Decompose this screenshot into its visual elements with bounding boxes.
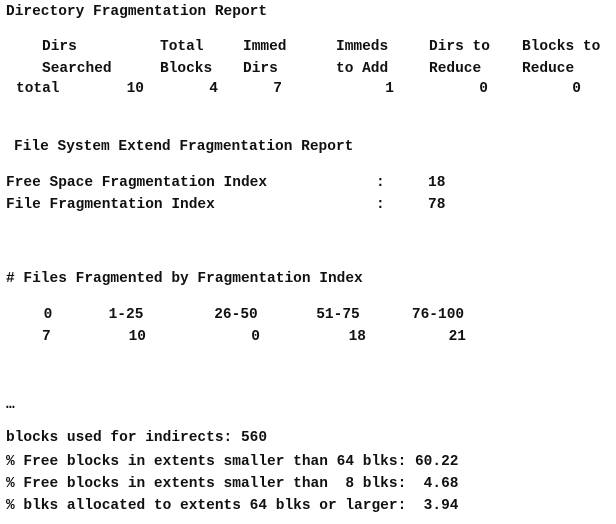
files-report-title: # Files Fragmented by Fragmentation Index bbox=[6, 271, 363, 287]
dir-col-header-immed-dirs-line1: Immed bbox=[243, 39, 287, 55]
dir-col-header-dirs-searched-line1: Dirs bbox=[42, 39, 77, 55]
files-count-1-25: 10 bbox=[128, 329, 146, 345]
files-count-0: 7 bbox=[42, 329, 51, 345]
stat-blocks-used-for-indirects: blocks used for indirects: 560 bbox=[6, 430, 268, 446]
files-count-51-75: 18 bbox=[348, 329, 366, 345]
fs-row-separator-free-space: : bbox=[376, 175, 385, 191]
dir-col-header-total-blocks-line2: Blocks bbox=[160, 61, 213, 77]
fs-row-label-free-space: Free Space Fragmentation Index bbox=[6, 175, 268, 191]
fs-row-value-free-space: 18 bbox=[428, 175, 446, 191]
dir-col-header-immeds-to-add-line2: to Add bbox=[336, 61, 389, 77]
dir-col-header-dirs-to-reduce-line2: Reduce bbox=[429, 61, 482, 77]
stat-free-blocks-smaller-than-64: % Free blocks in extents smaller than 64 blks: 60.22 bbox=[6, 454, 459, 470]
dir-value-blocks-to-reduce: 0 bbox=[572, 81, 581, 97]
fs-row-label-file: File Fragmentation Index bbox=[6, 197, 215, 213]
stat-free-blocks-smaller-than-8: % Free blocks in extents smaller than 8 blks: 4.68 bbox=[6, 476, 459, 492]
dir-value-immed-dirs: 7 bbox=[273, 81, 282, 97]
files-count-26-50: 0 bbox=[251, 329, 260, 345]
dir-row-label: total bbox=[16, 81, 60, 97]
dir-value-dirs-to-reduce: 0 bbox=[479, 81, 488, 97]
dir-col-header-dirs-searched-line2: Searched bbox=[42, 61, 112, 77]
fs-report-title: File System Extend Fragmentation Report bbox=[14, 139, 354, 155]
files-range-1-25: 1-25 bbox=[108, 307, 144, 323]
fs-row-value-file: 78 bbox=[428, 197, 446, 213]
dir-report-title: Directory Fragmentation Report bbox=[6, 4, 268, 20]
stat-blks-allocated-64-or-larger: % blks allocated to extents 64 blks or larger: 3.94 bbox=[6, 498, 459, 514]
fs-row-separator-file: : bbox=[376, 197, 385, 213]
ellipsis: … bbox=[6, 397, 15, 413]
files-range-51-75: 51-75 bbox=[316, 307, 360, 323]
dir-value-immeds-to-add: 1 bbox=[385, 81, 394, 97]
dir-col-header-blocks-to-reduce-line2: Reduce bbox=[522, 61, 575, 77]
dir-col-header-immeds-to-add-line1: Immeds bbox=[336, 39, 389, 55]
dir-col-header-blocks-to-reduce-line1: Blocks to bbox=[522, 39, 601, 55]
files-count-76-100: 21 bbox=[448, 329, 466, 345]
dir-col-header-dirs-to-reduce-line1: Dirs to bbox=[429, 39, 490, 55]
files-range-76-100: 76-100 bbox=[411, 307, 465, 323]
files-range-0: 0 bbox=[43, 307, 53, 323]
files-range-26-50: 26-50 bbox=[214, 307, 258, 323]
dir-col-header-total-blocks-line1: Total bbox=[160, 39, 204, 55]
dir-value-dirs-searched: 10 bbox=[126, 81, 144, 97]
dir-col-header-immed-dirs-line2: Dirs bbox=[243, 61, 278, 77]
dir-value-total-blocks: 4 bbox=[209, 81, 218, 97]
